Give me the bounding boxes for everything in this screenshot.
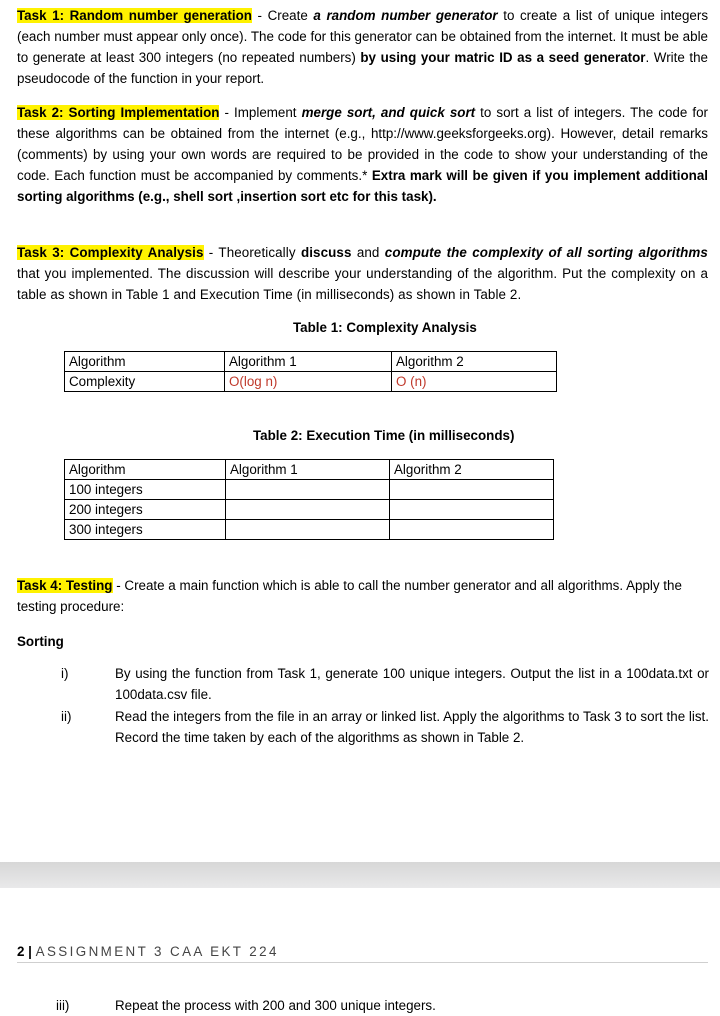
list-item (0, 663, 720, 705)
table-cell (226, 520, 390, 540)
task3-label: Task 3: Complexity Analysis (17, 245, 204, 260)
task2-emphasis-2: Extra mark will be given if you implement additional sorting algorithms (e.g., shell sort ,insertion sort etc for this task). (17, 168, 709, 204)
task2-paragraph (17, 102, 708, 207)
task1-emphasis-1: a random number generator (313, 8, 498, 23)
table-cell: Complexity (65, 372, 225, 392)
table-row (65, 500, 554, 520)
task4-paragraph (17, 575, 708, 617)
execution-time-table (64, 459, 554, 540)
table-row (65, 460, 554, 480)
table-row (65, 520, 554, 540)
footer-separator: | (24, 944, 36, 959)
task4-text: - Create a main function which is able to call the number generator and all algorithms. Apply the testing procedure: (17, 578, 682, 614)
task2-text-2: to sort a list of integers. The code for these algorithms can be obtained from the internet (e.g., http://www.geeksforgeeks.org). However, detail remarks (comments) by using your own words are required to be provided in the code to show your understanding of the code. Each function must be accompanied by comments.* (17, 105, 708, 183)
task2-label: Task 2: Sorting Implementation (17, 105, 220, 120)
table-cell: 300 integers (65, 520, 226, 540)
task1-label: Task 1: Random number generation (17, 8, 252, 23)
table-row (65, 372, 557, 392)
table-cell: Algorithm 1 (225, 352, 392, 372)
table-cell (390, 500, 554, 520)
list-text: Repeat the process with 200 and 300 unique integers. (115, 998, 436, 1013)
footer-title: ASSIGNMENT 3 CAA EKT 224 (35, 944, 279, 959)
table-cell (226, 480, 390, 500)
table-row (65, 352, 557, 372)
task1-text-3: . Write the pseudocode of the function in your report. (17, 50, 708, 86)
table2-caption: Table 2: Execution Time (in milliseconds) (253, 428, 515, 443)
list-number: i) (61, 666, 69, 681)
table-cell: O(log n) (225, 372, 392, 392)
table1-caption: Table 1: Complexity Analysis (293, 320, 477, 335)
table-cell: Algorithm (65, 352, 225, 372)
page-2 (0, 888, 720, 1013)
task1-emphasis-2: by using your matric ID as a seed generator (360, 50, 646, 65)
task3-paragraph (17, 242, 708, 305)
table-cell: 200 integers (65, 500, 226, 520)
task3-text-2: and (351, 245, 385, 260)
list-text: Read the integers from the file in an array or linked list. Apply the algorithms to Task 3 to sort the list. Record the time taken by each of the algorithms as shown in Table 2. (115, 709, 709, 745)
list-text: By using the function from Task 1, generate 100 unique integers. Output the list in a 100data.txt or 100data.csv file. (115, 666, 709, 702)
table-cell: 100 integers (65, 480, 226, 500)
table-cell (226, 500, 390, 520)
table-row (65, 480, 554, 500)
table-cell (390, 520, 554, 540)
table-cell: O (n) (392, 372, 557, 392)
complexity-table (64, 351, 557, 392)
table-cell: Algorithm (65, 460, 226, 480)
sorting-heading: Sorting (17, 634, 64, 649)
task1-paragraph (17, 5, 708, 89)
task3-emphasis-1: discuss (300, 245, 352, 260)
task1-text-2: to create a list of unique integers (each number must appear only once). The code for this generator can be obtained from the internet. It must be able to generate at least 300 integers (no repeated numbers) (17, 8, 709, 65)
table-cell: Algorithm 2 (390, 460, 554, 480)
list-number: ii) (61, 709, 72, 724)
task3-text-3: that you implemented. The discussion will describe your understanding of the algorithm. Put the complexity on a table as shown in Table 1 and Execution Time (in milliseconds) as shown in Table 2. (17, 266, 708, 302)
page-break-gap (0, 862, 720, 888)
page-footer (17, 944, 708, 963)
task1-text-1: - Create (251, 8, 314, 23)
task2-text-1: - Implement (219, 105, 302, 120)
table-cell: Algorithm 2 (392, 352, 557, 372)
table-cell (390, 480, 554, 500)
task3-text-1: - Theoretically (203, 245, 301, 260)
task3-emphasis-2: compute the complexity of all sorting algorithms (384, 245, 708, 260)
page-number: 2 (17, 944, 25, 959)
task4-label: Task 4: Testing (17, 578, 113, 593)
table-cell: Algorithm 1 (226, 460, 390, 480)
list-item (0, 706, 720, 748)
task2-emphasis-1: merge sort, and quick sort (301, 105, 476, 120)
list-number: iii) (56, 998, 70, 1013)
